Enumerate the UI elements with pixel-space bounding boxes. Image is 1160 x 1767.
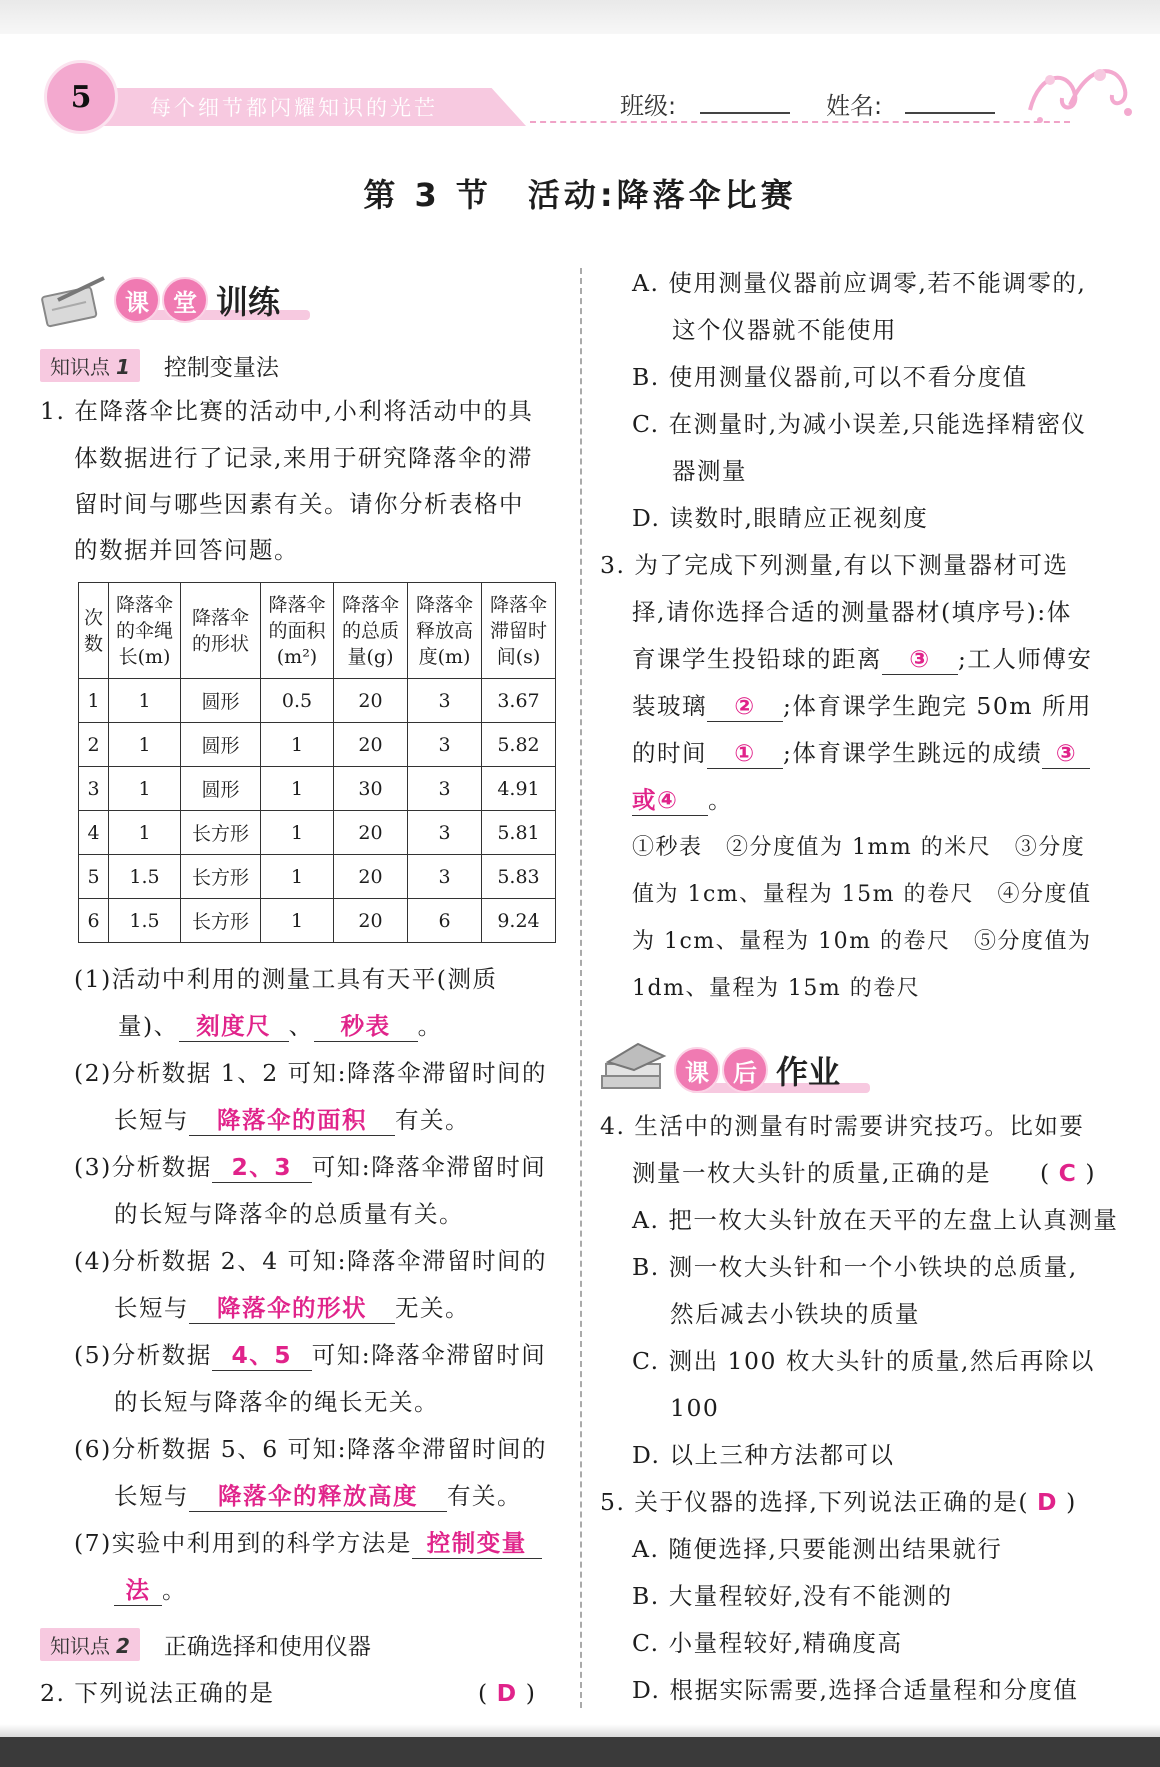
q2-option-b: B. 使用测量仪器前,可以不看分度值: [632, 363, 1028, 391]
table-cell: 3.67: [482, 679, 556, 723]
table-cell: 20: [334, 723, 408, 767]
q5-option-b: B. 大量程较好,没有不能测的: [632, 1582, 953, 1610]
table-cell: 1: [109, 723, 181, 767]
class-blank: [700, 112, 790, 114]
q3-items-2: 值为 1cm、量程为 15m 的卷尺 ④分度值: [632, 882, 1092, 907]
sub1-line-1: (1)活动中利用的测量工具有天平(测质: [74, 965, 498, 993]
table-cell: 3: [408, 767, 482, 811]
table-cell: 长方形: [181, 855, 261, 899]
table-cell: 5.81: [482, 811, 556, 855]
table-cell: 1: [261, 767, 334, 811]
header-shape: 降落伞 的形状: [181, 583, 261, 679]
table-cell: 1: [261, 899, 334, 943]
q2-stem: 2. 下列说法正确的是: [40, 1679, 275, 1707]
table-cell: 2: [79, 723, 109, 767]
name-blank: [905, 112, 995, 114]
q1-line-1: 1. 在降落伞比赛的活动中,小利将活动中的具: [40, 397, 534, 425]
table-cell: 长方形: [181, 899, 261, 943]
sub6-line-1: (6)分析数据 5、6 可知:降落伞滞留时间的: [74, 1435, 548, 1463]
answer-blank: 降落伞的释放高度: [189, 1481, 447, 1512]
table-cell: 圆形: [181, 767, 261, 811]
q2-option-a-cont: 这个仪器就不能使用: [672, 316, 897, 344]
answer-blank: 控制变量: [412, 1528, 542, 1559]
table-cell: 5.82: [482, 723, 556, 767]
section-circle-1: 课: [114, 277, 160, 323]
banner-slogan: 每个细节都闪耀知识的光芒: [150, 96, 438, 120]
header-dash-line: [530, 121, 1070, 123]
q2-option-c-cont: 器测量: [672, 457, 747, 485]
sub2-line-2: 长短与 降落伞的面积 有关。: [114, 1106, 470, 1134]
table-cell: 5.83: [482, 855, 556, 899]
section-word: 训练: [216, 283, 281, 321]
answer-blank: 降落伞的形状: [189, 1293, 395, 1324]
bottom-shade: [0, 1724, 1160, 1737]
knowledge-point-2: [40, 1628, 371, 1661]
table-row: [79, 811, 556, 855]
column-divider: [580, 268, 582, 1708]
page-number: 5: [44, 60, 118, 134]
table-row: [79, 767, 556, 811]
table-cell: 1.5: [109, 855, 181, 899]
q5-stem: 5. 关于仪器的选择,下列说法正确的是( D ): [600, 1488, 1077, 1516]
section-circle-2: 后: [722, 1047, 768, 1093]
sub4-line-1: (4)分析数据 2、4 可知:降落伞滞留时间的: [74, 1247, 548, 1275]
table-cell: 3: [408, 723, 482, 767]
table-cell: 1: [261, 855, 334, 899]
answer-blank: ③: [1042, 738, 1090, 769]
q4-option-b-cont: 然后减去小铁块的质量: [670, 1300, 920, 1328]
sub3-line-1: (3)分析数据 2、3 可知:降落伞滞留时间: [74, 1153, 547, 1181]
table-row: [79, 679, 556, 723]
kp-badge: 知识点 2: [40, 1628, 140, 1661]
table-cell: 1: [109, 679, 181, 723]
q3-items-1: ①秒表 ②分度值为 1mm 的米尺 ③分度: [632, 835, 1086, 860]
q2-option-d: D. 读数时,眼睛应正视刻度: [632, 504, 929, 532]
q3-items-3: 为 1cm、量程为 10m 的卷尺 ⑤分度值为: [632, 929, 1092, 954]
table-cell: 1: [109, 811, 181, 855]
table-cell: 长方形: [181, 811, 261, 855]
table-cell: 6: [79, 899, 109, 943]
header-height: 降落伞 释放高 度(m): [408, 583, 482, 679]
answer-blank: 4、5: [212, 1340, 312, 1371]
sub5-line-1: (5)分析数据 4、5 可知:降落伞滞留时间: [74, 1341, 547, 1369]
q1-line-4: 的数据并回答问题。: [74, 536, 299, 564]
sub4-line-2: 长短与 降落伞的形状 无关。: [114, 1294, 470, 1322]
q5-option-a: A. 随便选择,只要能测出结果就行: [632, 1535, 1003, 1563]
table-row: [79, 723, 556, 767]
parachute-data-table: [78, 582, 556, 943]
q3-line-6: 或④ 。: [632, 786, 733, 814]
header-mass: 降落伞 的总质 量(g): [334, 583, 408, 679]
header-time: 降落伞 滞留时 间(s): [482, 583, 556, 679]
answer-blank: 降落伞的面积: [189, 1105, 395, 1136]
table-cell: 3: [408, 679, 482, 723]
q4-option-a: A. 把一枚大头针放在天平的左盘上认真测量: [632, 1206, 1119, 1234]
sub7-line-2: 法 。: [114, 1575, 187, 1606]
table-cell: 5: [79, 855, 109, 899]
table-cell: 1: [79, 679, 109, 723]
q3-line-2: 择,请你选择合适的测量器材(填序号):体: [632, 598, 1072, 626]
table-cell: 圆形: [181, 679, 261, 723]
table-cell: 4: [79, 811, 109, 855]
q4-line-2: 测量一枚大头针的质量,正确的是: [632, 1159, 991, 1187]
table-cell: 6: [408, 899, 482, 943]
notebook-pen-icon: [38, 270, 110, 330]
q5-option-c: C. 小量程较好,精确度高: [632, 1629, 903, 1657]
section-homework: [598, 1040, 840, 1100]
answer-blank: 法: [114, 1575, 162, 1606]
q2-option-a: A. 使用测量仪器前应调零,若不能调零的,: [632, 269, 1087, 297]
table-row: [79, 855, 556, 899]
table-cell: 20: [334, 679, 408, 723]
sub3-line-2: 的长短与降落伞的总质量有关。: [114, 1200, 464, 1228]
answer-blank: ②: [707, 691, 783, 722]
kp-badge: 知识点 1: [40, 349, 140, 382]
page-title: 第 3 节 活动:降落伞比赛: [363, 176, 797, 214]
bottom-frame: [0, 1737, 1160, 1767]
section-classroom-training: [38, 270, 280, 330]
q3-items-4: 1dm、量程为 15m 的卷尺: [632, 976, 921, 1001]
sub2-line-1: (2)分析数据 1、2 可知:降落伞滞留时间的: [74, 1059, 548, 1087]
q1-line-2: 体数据进行了记录,来用于研究降落伞的滞: [74, 444, 533, 472]
q4-option-b: B. 测一枚大头针和一个小铁块的总质量,: [632, 1253, 1078, 1281]
table-cell: 20: [334, 811, 408, 855]
answer-blank: ③: [882, 644, 958, 675]
section-circle-2: 堂: [162, 277, 208, 323]
table-cell: 4.91: [482, 767, 556, 811]
table-cell: 3: [79, 767, 109, 811]
q3-line-3: 育课学生投铅球的距离 ③ ;工人师傅安: [632, 645, 1093, 673]
answer-blank: 2、3: [212, 1152, 312, 1183]
answer-blank: 或④: [632, 785, 708, 816]
q4-option-d: D. 以上三种方法都可以: [632, 1441, 895, 1469]
stacked-books-icon: [598, 1040, 670, 1100]
top-frame: [0, 0, 1160, 34]
q2-option-c: C. 在测量时,为减小误差,只能选择精密仪: [632, 410, 1087, 438]
section-circle-1: 课: [674, 1047, 720, 1093]
sub7-line-1: (7)实验中利用到的科学方法是 控制变量: [74, 1528, 542, 1559]
table-cell: 3: [408, 855, 482, 899]
table-cell: 20: [334, 899, 408, 943]
q4-option-c-cont: 100: [670, 1394, 720, 1422]
q3-line-1: 3. 为了完成下列测量,有以下测量器材可选: [600, 551, 1069, 579]
class-label: 班级:: [620, 92, 677, 120]
table-cell: 9.24: [482, 899, 556, 943]
q4-option-c: C. 测出 100 枚大头针的质量,然后再除以: [632, 1347, 1095, 1375]
knowledge-point-1: [40, 349, 279, 382]
table-cell: 圆形: [181, 723, 261, 767]
table-row: [79, 899, 556, 943]
table-cell: 3: [408, 811, 482, 855]
header-rope-length: 降落伞 的伞绳 长(m): [109, 583, 181, 679]
sub5-line-2: 的长短与降落伞的绳长无关。: [114, 1388, 439, 1416]
table-cell: 1.5: [109, 899, 181, 943]
answer-blank: ①: [707, 738, 783, 769]
kp-title: 正确选择和使用仪器: [163, 1634, 371, 1660]
table-cell: 20: [334, 855, 408, 899]
answer-blank: 秒表: [314, 1011, 418, 1042]
sub1-line-2: 量)、 刻度尺 、 秒表 。: [118, 1012, 443, 1040]
q4-answer: ( C ): [1040, 1159, 1097, 1187]
answer-blank: 刻度尺: [179, 1011, 289, 1042]
q4-line-1: 4. 生活中的测量有时需要讲究技巧。比如要: [600, 1112, 1085, 1140]
table-cell: 1: [261, 811, 334, 855]
floral-ornament-icon: [1020, 50, 1140, 130]
section-word: 作业: [776, 1053, 841, 1091]
q1-line-3: 留时间与哪些因素有关。请你分析表格中: [74, 490, 524, 518]
q3-line-4: 装玻璃 ② ;体育课学生跑完 50m 所用: [632, 692, 1093, 720]
kp-title: 控制变量法: [163, 355, 279, 381]
table-cell: 0.5: [261, 679, 334, 723]
sub6-line-2: 长短与 降落伞的释放高度 有关。: [114, 1482, 522, 1510]
table-cell: 1: [261, 723, 334, 767]
header-area: 降落伞 的面积 (m²): [261, 583, 334, 679]
name-label: 姓名:: [826, 92, 883, 120]
table-cell: 30: [334, 767, 408, 811]
q5-option-d: D. 根据实际需要,选择合适量程和分度值: [632, 1676, 1079, 1704]
table-cell: 1: [109, 767, 181, 811]
table-header-row: [79, 583, 556, 679]
q2-answer: ( D ): [478, 1679, 537, 1707]
header-count: 次 数: [79, 583, 109, 679]
q3-line-5: 的时间 ① ;体育课学生跳远的成绩 ③: [632, 738, 1090, 769]
